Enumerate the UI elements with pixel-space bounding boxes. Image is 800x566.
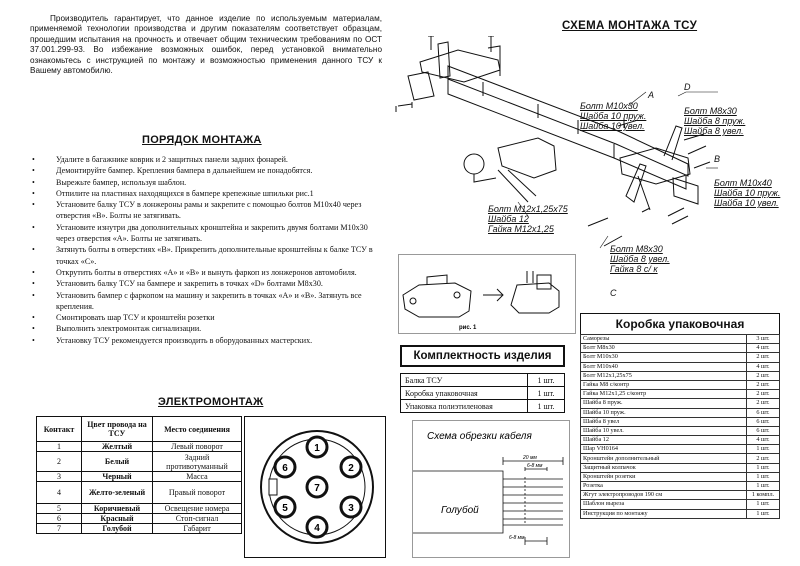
callout-ball xyxy=(488,204,568,234)
cell-connection: Освещение номера xyxy=(153,504,242,514)
cell-contact: 2 xyxy=(37,452,82,472)
pack-qty: 2 шт. xyxy=(747,380,780,389)
pack-item: Инструкция по монтажу xyxy=(581,509,747,518)
table-row xyxy=(581,390,780,399)
cell-connection: Стоп-сигнал xyxy=(153,514,242,524)
wire-label: Голубой xyxy=(441,505,479,516)
cell-color: Коричневый xyxy=(82,504,153,514)
table-row xyxy=(37,442,242,452)
pack-item: Кронштейн дополнительный xyxy=(581,454,747,463)
cell-color: Желтый xyxy=(82,442,153,452)
left-bracket xyxy=(420,50,500,82)
callout-a xyxy=(580,101,646,131)
figure-1-label: рис. 1 xyxy=(459,325,477,331)
step-item: • Удалите в багажнике коврик и 2 защитных панели задних фонарей. xyxy=(32,154,387,165)
step-item: • Вырежьте бампер, используя шаблон. xyxy=(32,177,387,188)
table-row xyxy=(581,399,780,408)
table-row xyxy=(581,426,780,435)
step-item: • Затянуть болты в отверстиях «В». Прикрепить дополнительные кронштейны к балке ТСУ в точках «С». xyxy=(32,244,387,267)
kit-qty: 1 шт. xyxy=(528,374,565,387)
pack-title: Коробка упаковочная xyxy=(580,313,780,334)
cable-scheme xyxy=(412,420,570,558)
callout-line: Шайба 8 увел. xyxy=(684,126,744,136)
figure-1 xyxy=(398,254,576,334)
mark-letter-c: C xyxy=(610,288,617,298)
install-steps xyxy=(32,154,387,346)
pack-qty: 6 шт. xyxy=(747,417,780,426)
callout-line: Шайба 10 увел. xyxy=(714,198,779,208)
table-row xyxy=(581,408,780,417)
callout-b xyxy=(714,178,780,208)
table-row xyxy=(581,509,780,518)
col-wire-color: Цвет провода на ТСУ xyxy=(82,417,153,442)
pack-qty: 2 шт. xyxy=(747,353,780,362)
pack-qty: 3 шт. xyxy=(747,335,780,344)
cell-contact: 3 xyxy=(37,472,82,482)
socket-diagram xyxy=(244,416,386,558)
callout-line: Гайка 8 с/ к xyxy=(610,264,658,274)
pack-item: Гайка М12х1,25 с/контр xyxy=(581,390,747,399)
table-row xyxy=(581,371,780,380)
pack-item: Болт М10х30 xyxy=(581,353,747,362)
beam xyxy=(448,66,688,176)
mark-letter-b: B xyxy=(714,154,721,164)
step-item: • Установить бампер с фаркопом на машину и закрепить в точках «А» и «В». Затянуть все крепления. xyxy=(32,290,387,313)
step-item: • Установить балку ТСУ на бампере и закрепить в точках «D» болтами М8х30. xyxy=(32,278,387,289)
cell-contact: 1 xyxy=(37,442,82,452)
pack-item: Шайба 10 увел. xyxy=(581,426,747,435)
table-row xyxy=(581,445,780,454)
pack-qty: 6 шт. xyxy=(747,408,780,417)
pack-item: Розетка xyxy=(581,482,747,491)
right-bracket xyxy=(620,148,690,184)
kit-title: Комплектность изделия xyxy=(400,345,565,367)
table-row xyxy=(581,417,780,426)
socket-pin-label: 1 xyxy=(314,443,320,454)
wiring-header-row xyxy=(37,417,242,442)
figure-1-svg xyxy=(399,255,575,333)
callout-line: Шайба 8 пруж. xyxy=(684,116,746,126)
electric-title: ЭЛЕКТРОМОНТАЖ xyxy=(158,396,264,408)
pack-qty: 1 компл. xyxy=(747,491,780,500)
socket-pin-label: 4 xyxy=(314,523,320,534)
pack-qty: 4 шт. xyxy=(747,362,780,371)
pack-item: Гайка М8 с/контр xyxy=(581,380,747,389)
table-row xyxy=(37,504,242,514)
pack-qty: 4 шт. xyxy=(747,436,780,445)
pack-item: Шайба 8 увел xyxy=(581,417,747,426)
pack-item: Шар VH0164 xyxy=(581,445,747,454)
pack-item: Защитный колпачок xyxy=(581,463,747,472)
pack-item: Болт М8х30 xyxy=(581,344,747,353)
cell-contact: 5 xyxy=(37,504,82,514)
step-item: • Выполнить электромонтаж сигнализации. xyxy=(32,323,387,334)
socket-pin-label: 3 xyxy=(348,503,354,514)
cell-contact: 6 xyxy=(37,514,82,524)
callout-line: Шайба 10 увел. xyxy=(580,121,645,131)
step-item: • Установите изнутри два дополнительных кронштейна и закрепить двумя болтами М10х30 через отверстия «А». Болты не затягивать. xyxy=(32,222,387,245)
pack-qty: 1 шт. xyxy=(747,482,780,491)
pack-qty: 1 шт. xyxy=(747,463,780,472)
callout-line: Болт М8х30 xyxy=(684,106,737,116)
pack-panel xyxy=(580,313,780,519)
table-row xyxy=(581,344,780,353)
table-row xyxy=(581,463,780,472)
pack-item: Шаблон выреза xyxy=(581,500,747,509)
col-contact: Контакт xyxy=(37,417,82,442)
socket-svg xyxy=(245,417,385,557)
callout-line: Гайка М12х1,25 xyxy=(488,224,554,234)
table-row xyxy=(37,524,242,534)
table-row xyxy=(401,387,565,400)
callout-line: Шайба 10 пруж. xyxy=(714,188,781,198)
socket-pin-label: 5 xyxy=(282,503,288,514)
pack-qty: 1 шт. xyxy=(747,500,780,509)
step-item: • Установите балку ТСУ в лонжероны рамы и закрепите с помощью болтов М10х40 через отверстия «В». Болты не затягивать. xyxy=(32,199,387,222)
callout-line: Болт М10х40 xyxy=(714,178,772,188)
table-row xyxy=(401,400,565,413)
pack-qty: 6 шт. xyxy=(747,426,780,435)
cell-connection: Габарит xyxy=(153,524,242,534)
cell-color: Красный xyxy=(82,514,153,524)
callout-d xyxy=(684,106,745,136)
cell-color: Голубой xyxy=(82,524,153,534)
table-row xyxy=(581,491,780,500)
kit-qty: 1 шт. xyxy=(528,400,565,413)
cell-connection: Масса xyxy=(153,472,242,482)
kit-item: Коробка упаковочная xyxy=(401,387,528,400)
pack-item: Шайба 10 пруж. xyxy=(581,408,747,417)
socket-pin-label: 6 xyxy=(282,463,288,474)
step-item: • Демонтируйте бампер. Крепления бампера в дальнейшем не понадобятся. xyxy=(32,165,387,176)
pack-qty: 2 шт. xyxy=(747,454,780,463)
kit-panel xyxy=(400,345,565,413)
cell-color: Черный xyxy=(82,472,153,482)
table-row xyxy=(581,436,780,445)
step-item: • Отпилите на пластинах находящихся в бампере крепежные шпильки рис.1 xyxy=(32,188,387,199)
table-row xyxy=(37,514,242,524)
kit-item: Балка ТСУ xyxy=(401,374,528,387)
pack-item: Жгут электропроводов 190 см xyxy=(581,491,747,500)
pack-item: Кронштейн розетки xyxy=(581,472,747,481)
pack-qty: 1 шт. xyxy=(747,445,780,454)
cable-svg xyxy=(413,421,569,557)
pack-item: Шайба 8 пруж. xyxy=(581,399,747,408)
pack-qty: 1 шт. xyxy=(747,472,780,481)
callout-line: Болт М8х30 xyxy=(610,244,663,254)
col-connection: Место соединения xyxy=(153,417,242,442)
pack-qty: 2 шт. xyxy=(747,390,780,399)
intro-paragraph: Производитель гарантирует, что данное изделие по используемым материалам, применяемой технологии производства и другим показателям соответствует образцам, прошедшим испытания на прочность и отвечает общим техническим требованиям по ОСТ 37.001.299-93. Во избежание возможных ошибок, перед установкой внимательно ознакомьтесь с инструкцией по монтажу и возможностью применения данного ТСУ к Вашему автомобилю. xyxy=(30,14,382,76)
socket-pin-label: 2 xyxy=(348,463,354,474)
cell-contact: 4 xyxy=(37,482,82,504)
table-row xyxy=(581,482,780,491)
socket-pin-label: 7 xyxy=(314,483,320,494)
callout-line: Болт М12х1,25х75 xyxy=(488,204,568,214)
cell-contact: 7 xyxy=(37,524,82,534)
pack-qty: 4 шт. xyxy=(747,344,780,353)
step-item: • Установку ТСУ рекомендуется производить в оборудованных мастерских. xyxy=(32,335,387,346)
table-row xyxy=(581,500,780,509)
step-item: • Смонтировать шар ТСУ и кронштейн розетки xyxy=(32,312,387,323)
pack-item: Болт М10х40 xyxy=(581,362,747,371)
wiring-table xyxy=(36,416,242,534)
pack-item: Саморезы xyxy=(581,335,747,344)
cell-connection: Левый поворот xyxy=(153,442,242,452)
callout-line: Шайба 8 увел. xyxy=(610,254,670,264)
dim-label: 6-8 мм xyxy=(509,535,525,541)
table-row xyxy=(37,472,242,482)
table-row xyxy=(581,380,780,389)
ball-mount xyxy=(498,138,556,178)
table-row xyxy=(581,472,780,481)
table-row xyxy=(37,452,242,472)
cell-connection: Правый поворот xyxy=(153,482,242,504)
pack-qty: 1 шт. xyxy=(747,509,780,518)
pack-qty: 2 шт. xyxy=(747,399,780,408)
socket-key xyxy=(269,479,277,495)
dim-label: 6-8 мм xyxy=(527,463,543,469)
pack-table xyxy=(580,334,780,519)
callout-c xyxy=(610,244,670,274)
tow-ball xyxy=(464,154,484,174)
table-row xyxy=(581,353,780,362)
cell-color: Белый xyxy=(82,452,153,472)
table-row xyxy=(37,482,242,504)
pack-qty: 2 шт. xyxy=(747,371,780,380)
cable-title: Схема обрезки кабеля xyxy=(427,431,532,442)
install-title: ПОРЯДОК МОНТАЖА xyxy=(142,134,262,146)
warranty-intro xyxy=(30,14,382,76)
table-row xyxy=(581,362,780,371)
kit-qty: 1 шт. xyxy=(528,387,565,400)
kit-table xyxy=(400,373,565,413)
pack-item: Болт М12х1,25х75 xyxy=(581,371,747,380)
callout-line: Шайба 12 xyxy=(488,214,529,224)
pack-item: Шайба 12 xyxy=(581,436,747,445)
mark-letter-d: D xyxy=(684,82,691,92)
callout-line: Болт М10х30 xyxy=(580,101,638,111)
cell-connection: Задний противотуманный xyxy=(153,452,242,472)
kit-item: Упаковка полиэтиленовая xyxy=(401,400,528,413)
callout-line: Шайба 10 пруж. xyxy=(580,111,647,121)
scheme-title: СХЕМА МОНТАЖА ТСУ xyxy=(562,20,698,32)
table-row xyxy=(581,454,780,463)
table-row xyxy=(401,374,565,387)
cell-color: Желто-зеленый xyxy=(82,482,153,504)
dim-label: 20 мм xyxy=(523,455,537,461)
step-item: • Открутить болты в отверстиях «А» и «В» и вынуть фаркоп из лонжеронов автомобиля. xyxy=(32,267,387,278)
table-row xyxy=(581,335,780,344)
mark-letter-a: A xyxy=(648,90,655,100)
